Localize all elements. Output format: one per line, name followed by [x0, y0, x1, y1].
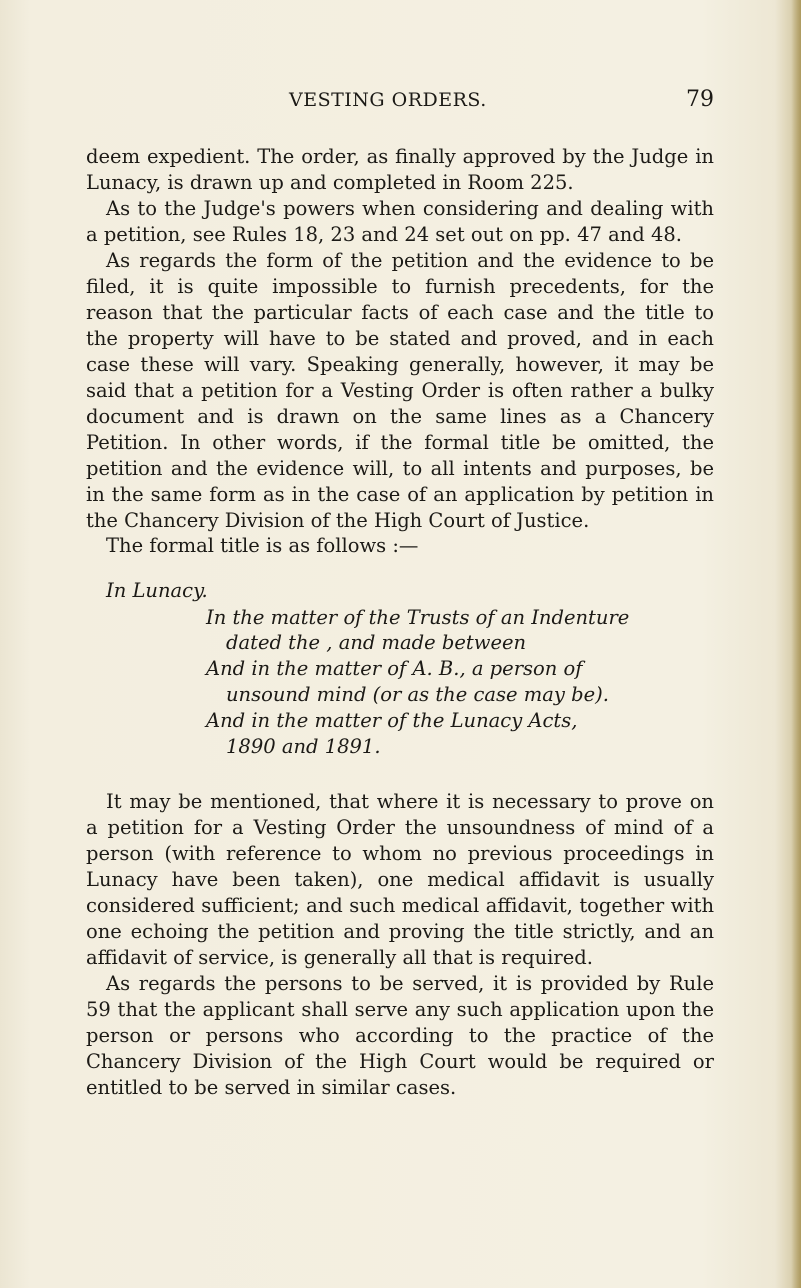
formal-title-line: And in the matter of A. B., a person of: [206, 657, 583, 680]
paragraph: deem expedient. The order, as finally approved by the Judge in Lunacy, is drawn up and completed in Room 225.: [86, 145, 714, 194]
formal-title-intro-text: The formal title is as follows :—: [106, 534, 419, 557]
page-header: [86, 85, 714, 115]
page-number: 79: [686, 87, 714, 112]
formal-title-line: And in the matter of the Lunacy Acts,: [206, 709, 578, 732]
paragraph: As regards the persons to be served, it is provided by Rule 59 that the applicant shall serve any such application upon the person or persons who according to the practice of the Chancery Division of the High Court would be required or entitled to be served in similar cases.: [86, 972, 714, 1099]
formal-title-intro: [86, 533, 714, 559]
formal-title-line: In the matter of the Trusts of an Indenture: [206, 606, 630, 629]
page-edge-shadow: [791, 0, 801, 1288]
running-head: VESTING ORDERS.: [289, 89, 487, 111]
paragraph: As to the Judge's powers when considering and dealing with a petition, see Rules 18, 23 and 24 set out on pp. 47 and 48.: [86, 197, 714, 246]
body-text-upper: [86, 144, 714, 534]
formal-title-line: unsound mind (or as the case may be).: [226, 683, 609, 706]
paragraph: It may be mentioned, that where it is necessary to prove on a petition for a Vesting Order the unsoundness of mind of a person (with reference to whom no previous proceedings in Lunacy have been taken), one medical affidavit is usually considered sufficient; and such medical affidavit, together with one echoing the petition and proving the title strictly, and an affidavit of service, is generally all that is required.: [86, 790, 714, 969]
formal-title-line: dated the , and made between: [226, 631, 527, 654]
body-text-lower: [86, 789, 714, 1101]
paragraph: As regards the form of the petition and the evidence to be filed, it is quite impossible to furnish precedents, for the reason that the particular facts of each case and the title to the property will have to be stated and proved, and in each case these will vary. Speaking generally, however, it may be said that a petition for a Vesting Order is often rather a bulky document and is drawn on the same lines as a Chancery Petition. In other words, if the formal title be omitted, the petition and the evidence will, to all intents and purposes, be in the same form as in the case of an application by petition in the Chancery Division of the High Court of Justice.: [86, 249, 714, 532]
formal-title-line: In Lunacy.: [106, 579, 208, 602]
formal-title-line: 1890 and 1891.: [226, 735, 381, 758]
